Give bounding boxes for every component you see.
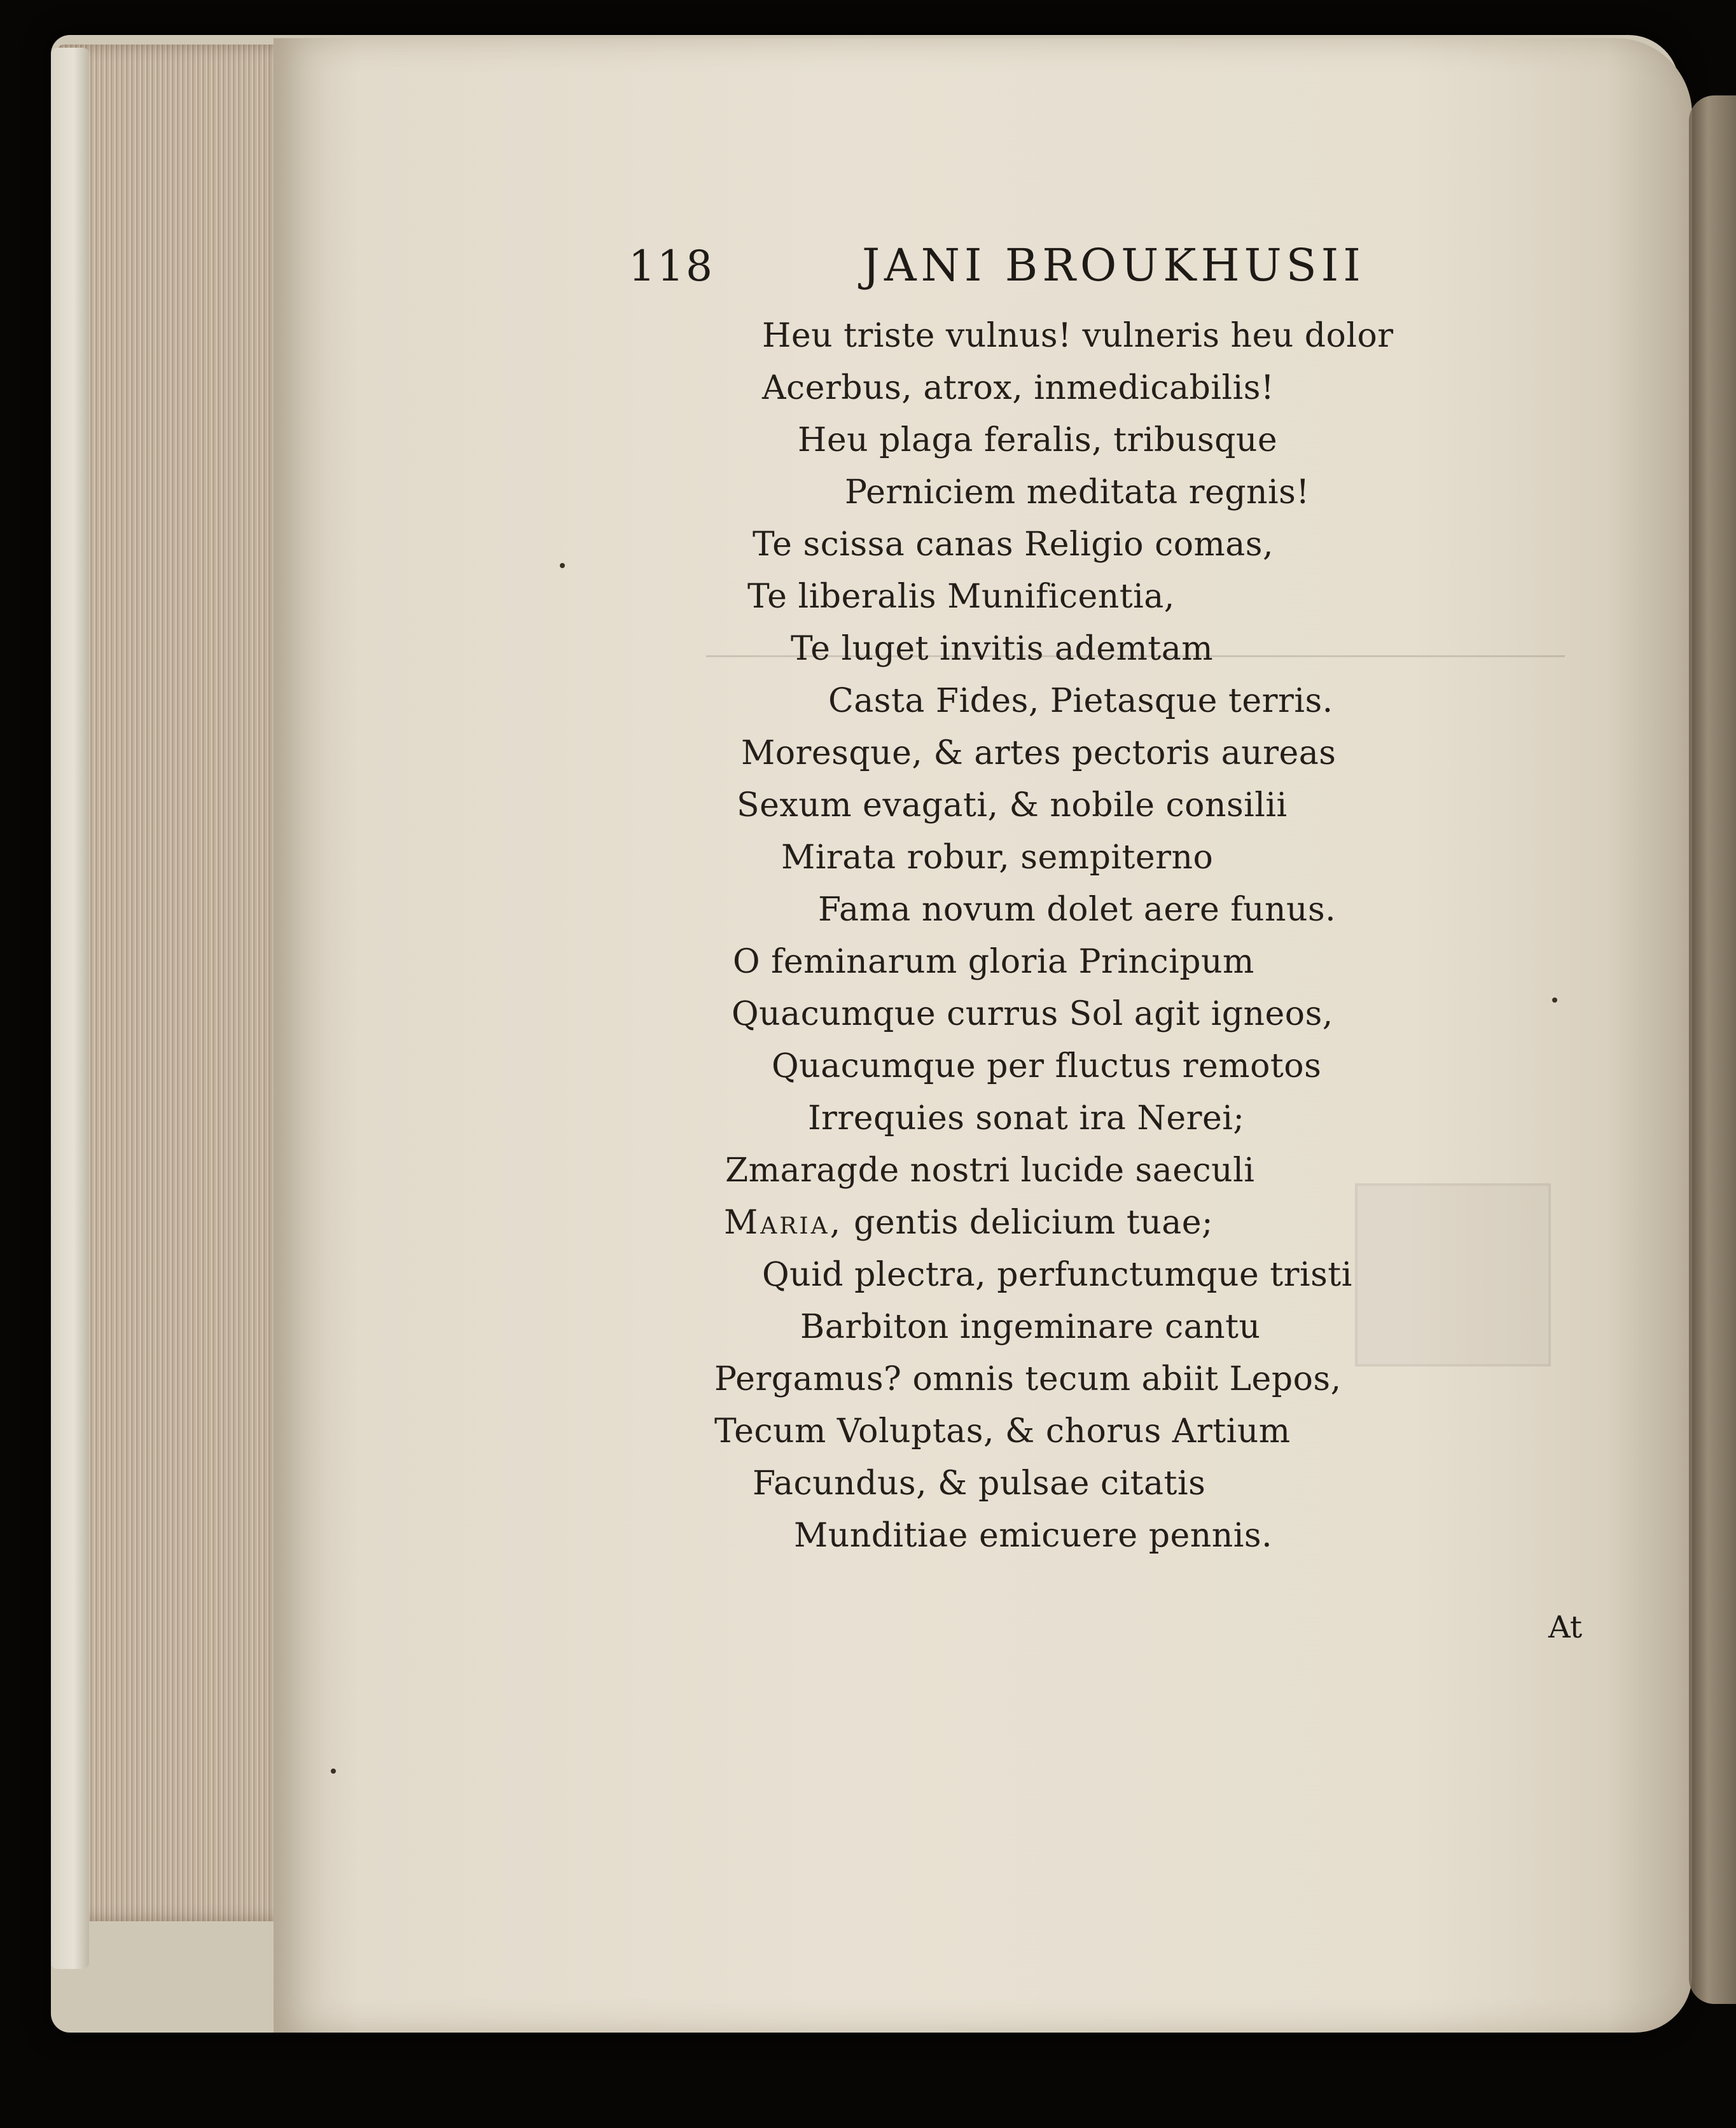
- verse-line: Te liberalis Munificentia,: [747, 578, 1175, 616]
- verse-line: Sexum evagati, & nobile consilii: [737, 786, 1288, 824]
- name-maria: Maria,: [724, 1204, 844, 1242]
- verse-line: Heu triste vulnus! vulneris heu dolor: [762, 317, 1394, 355]
- verse-line: [724, 1204, 1213, 1242]
- ink-speck: [560, 563, 565, 568]
- verse-line: Barbiton ingeminare cantu: [800, 1308, 1261, 1346]
- verse-line: Mirata robur, sempiterno: [781, 838, 1214, 877]
- verse-line: Facundus, & pulsae citatis: [753, 1464, 1206, 1503]
- verse-line: Te luget invitis ademtam: [791, 630, 1214, 668]
- verse-line: Fama novum dolet aere funus.: [818, 891, 1337, 929]
- ink-speck: [1552, 998, 1557, 1003]
- verse-line: Tecum Voluptas, & chorus Artium: [714, 1412, 1291, 1450]
- ink-speck: [331, 1769, 336, 1774]
- verse-line: Casta Fides, Pietasque terris.: [828, 682, 1333, 720]
- verse-line: Quid plectra, perfunctumque tristi: [762, 1256, 1352, 1294]
- verse-line: Irrequies sonat ira Nerei;: [808, 1099, 1245, 1137]
- verse-line: Moresque, & artes pectoris aureas: [741, 734, 1337, 772]
- verse-line: Pergamus? omnis tecum abiit Lepos,: [714, 1360, 1342, 1398]
- verse-line: Quacumque per fluctus remotos: [772, 1047, 1322, 1085]
- verse-line: O feminarum gloria Principum: [733, 943, 1254, 981]
- verse-line: Perniciem meditata regnis!: [845, 473, 1310, 511]
- running-head: JANI BROUKHUSII: [862, 239, 1365, 291]
- verse-line: Quacumque currus Sol agit igneos,: [732, 995, 1333, 1033]
- verse-line: Acerbus, atrox, inmedicabilis!: [762, 369, 1275, 407]
- page-number: 118: [628, 242, 714, 291]
- verse-line: Heu plaga feralis, tribusque: [798, 421, 1278, 459]
- verse-line: Zmaragde nostri lucide saeculi: [725, 1151, 1255, 1190]
- catchword: At: [1548, 1610, 1583, 1645]
- verse-line: Te scissa canas Religio comas,: [753, 525, 1274, 564]
- verse-line: Munditiae emicuere pennis.: [794, 1517, 1273, 1555]
- verse-line-text: gentis delicium tuae;: [854, 1204, 1214, 1242]
